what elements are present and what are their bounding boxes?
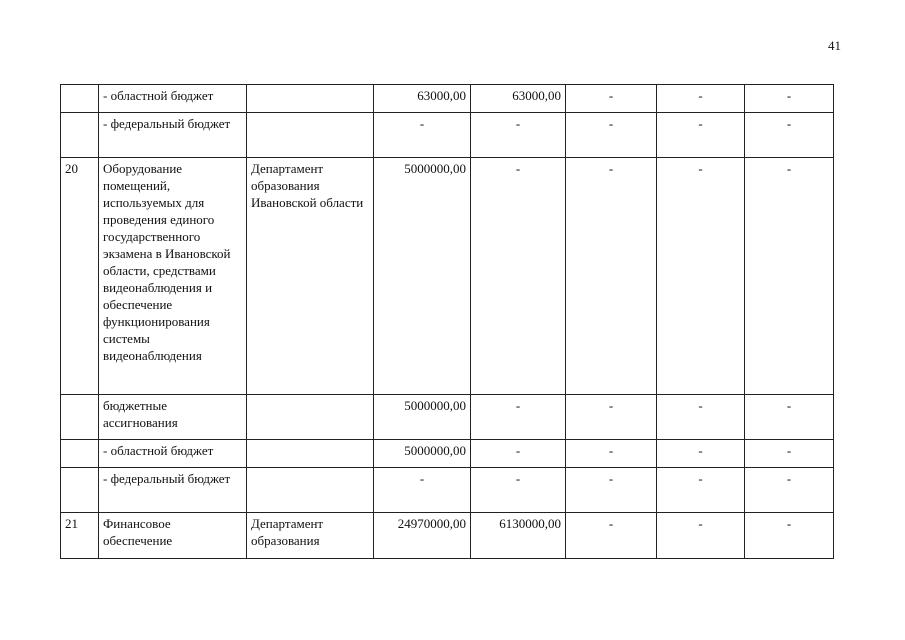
row-executor [247,113,374,158]
row-executor [247,85,374,113]
row-year-2: - [566,113,657,158]
table-row [61,440,834,468]
row-year-1: - [471,440,566,468]
row-total: 5000000,00 [374,395,471,440]
row-year-4: - [745,513,834,559]
row-name: Оборудование помещений, используемых для проведения единого государственного экзамена в Ивановской области, средствами видеонаблюдения и обеспечение функционирования системы видеонаблюдения [99,158,247,395]
row-number [61,113,99,158]
budget-table [60,84,834,559]
row-year-4: - [745,468,834,513]
row-year-2: - [566,158,657,395]
row-executor: Департамент образования [247,513,374,559]
row-year-3: - [657,468,745,513]
row-number [61,468,99,513]
row-year-1: - [471,113,566,158]
row-year-2: - [566,395,657,440]
row-total: - [374,468,471,513]
row-year-4: - [745,395,834,440]
row-year-2: - [566,440,657,468]
table-row [61,158,834,395]
row-year-1: - [471,468,566,513]
row-name: - федеральный бюджет [99,113,247,158]
page-number: 41 [828,38,841,53]
table-row [61,113,834,158]
row-year-4: - [745,440,834,468]
row-year-2: - [566,85,657,113]
row-name: бюджетные ассигнования [99,395,247,440]
row-number: 21 [61,513,99,559]
row-year-3: - [657,158,745,395]
row-year-4: - [745,158,834,395]
row-year-4: - [745,113,834,158]
row-name: Финансовое обеспечение [99,513,247,559]
row-year-1: 6130000,00 [471,513,566,559]
row-year-4: - [745,85,834,113]
row-total: - [374,113,471,158]
row-year-2: - [566,513,657,559]
row-name: - областной бюджет [99,85,247,113]
table-row [61,468,834,513]
row-year-3: - [657,85,745,113]
table-row [61,85,834,113]
table-row [61,395,834,440]
row-year-2: - [566,468,657,513]
table-row [61,513,834,559]
row-year-1: - [471,158,566,395]
row-total: 5000000,00 [374,158,471,395]
row-name: - федеральный бюджет [99,468,247,513]
row-executor: Департамент образования Ивановской области [247,158,374,395]
row-total: 5000000,00 [374,440,471,468]
row-number: 20 [61,158,99,395]
row-year-3: - [657,513,745,559]
row-year-3: - [657,440,745,468]
row-name: - областной бюджет [99,440,247,468]
row-executor [247,468,374,513]
row-total: 24970000,00 [374,513,471,559]
row-year-3: - [657,113,745,158]
row-executor [247,440,374,468]
row-total: 63000,00 [374,85,471,113]
row-number [61,395,99,440]
row-year-3: - [657,395,745,440]
row-number [61,85,99,113]
row-number [61,440,99,468]
row-year-1: 63000,00 [471,85,566,113]
row-year-1: - [471,395,566,440]
row-executor [247,395,374,440]
